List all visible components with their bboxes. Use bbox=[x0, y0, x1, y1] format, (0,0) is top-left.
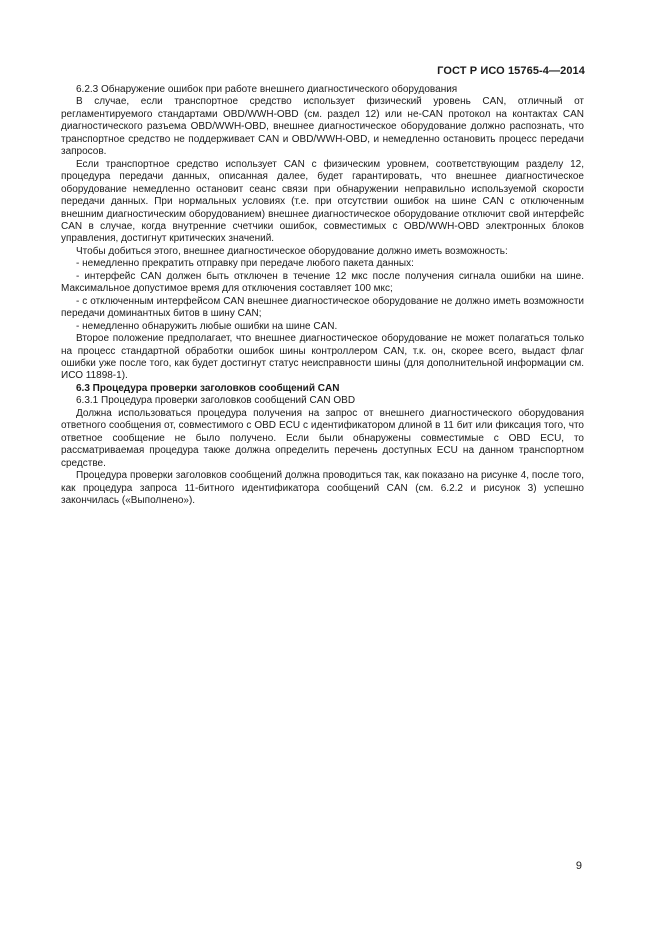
paragraph: Чтобы добиться этого, внешнее диагностическое оборудование должно иметь возможность: bbox=[76, 245, 508, 257]
paragraph: Если транспортное средство использует CAN с физическим уровнем, соответствующим разделу 12, процедура передачи данных, описанная далее, будет гарантировать, что внешнее диагностическое оборудование немедленно остановит сеанс связи при обнаружении неправильно используемой скорости передачи данных. При нормальных условиях (т.е. при отсутствии ошибок на шине CAN с отключенным внешним диагностическим оборудованием) внешнее диагностическое оборудование отключит свой интерфейс CAN в случае, когда внутренние счетчики ошибок, совместимых с OBD/WWH-OBD электронных блоков управления, достигнут критических значений. bbox=[61, 158, 584, 245]
section-heading: 6.3 Процедура проверки заголовков сообщений CAN bbox=[76, 382, 340, 394]
document-id-header: ГОСТ Р ИСО 15765-4—2014 bbox=[437, 65, 585, 77]
paragraph: В случае, если транспортное средство использует физический уровень CAN, отличный от регламентируемого стандартами OBD/WWH-OBD (см. раздел 12) или не-CAN протокол на контактах CAN диагностического разъема OBD/WWH-OBD, внешнее диагностическое оборудование должно распознать, что транспортное средство не поддерживает CAN и OBD/WWH-OBD, и немедленно остановить процесс передачи запросов. bbox=[61, 96, 584, 158]
paragraph: Процедура проверки заголовков сообщений должна проводиться так, как показано на рисунке 4, после того, как процедура запроса 11-битного идентификатора сообщений CAN (см. 6.2.2 и рисунок 3) успешно закончилась («Выполнено»). bbox=[61, 470, 584, 506]
paragraph: Должна использоваться процедура получения на запрос от внешнего диагностического оборудования ответного сообщения от, совместимого с OBD ECU с идентификатором длиной в 11 бит или фиксация того, что ответное сообщение не было получено. Если были обнаружены совместимые с OBD ECU, то рассматриваемая процедура также должна определить перечень доступных ECU на данном транспортном средстве. bbox=[61, 407, 584, 469]
page-number: 9 bbox=[575, 860, 582, 872]
paragraph: - с отключенным интерфейсом CAN внешнее диагностическое оборудование не должно иметь возможности передачи доминантных битов в шину CAN; bbox=[61, 295, 584, 320]
paragraph: 6.3.1 Процедура проверки заголовков сообщений CAN OBD bbox=[76, 395, 356, 407]
paragraph: 6.2.3 Обнаружение ошибок при работе внешнего диагностического оборудования bbox=[76, 84, 458, 95]
paragraph: - немедленно обнаружить любые ошибки на шине CAN. bbox=[76, 320, 338, 332]
paragraph: - интерфейс CAN должен быть отключен в течение 12 мкс после получения сигнала ошибки на шине. Максимальное допустимое время для отключения составляет 100 мкс; bbox=[61, 270, 584, 295]
paragraph: - немедленно прекратить отправку при передаче любого пакета данных: bbox=[76, 258, 414, 270]
paragraph: Второе положение предполагает, что внешнее диагностическое оборудование не может полагаться только на процесс стандартной обработки ошибок шины контроллером CAN, т.к. он, скорее всего, выдаст флаг ошибки уже после того, как будет достигнут статус неисправности шины (для дополнительной информации см. ИСО 11898-1). bbox=[61, 333, 584, 382]
body-text bbox=[61, 84, 584, 507]
